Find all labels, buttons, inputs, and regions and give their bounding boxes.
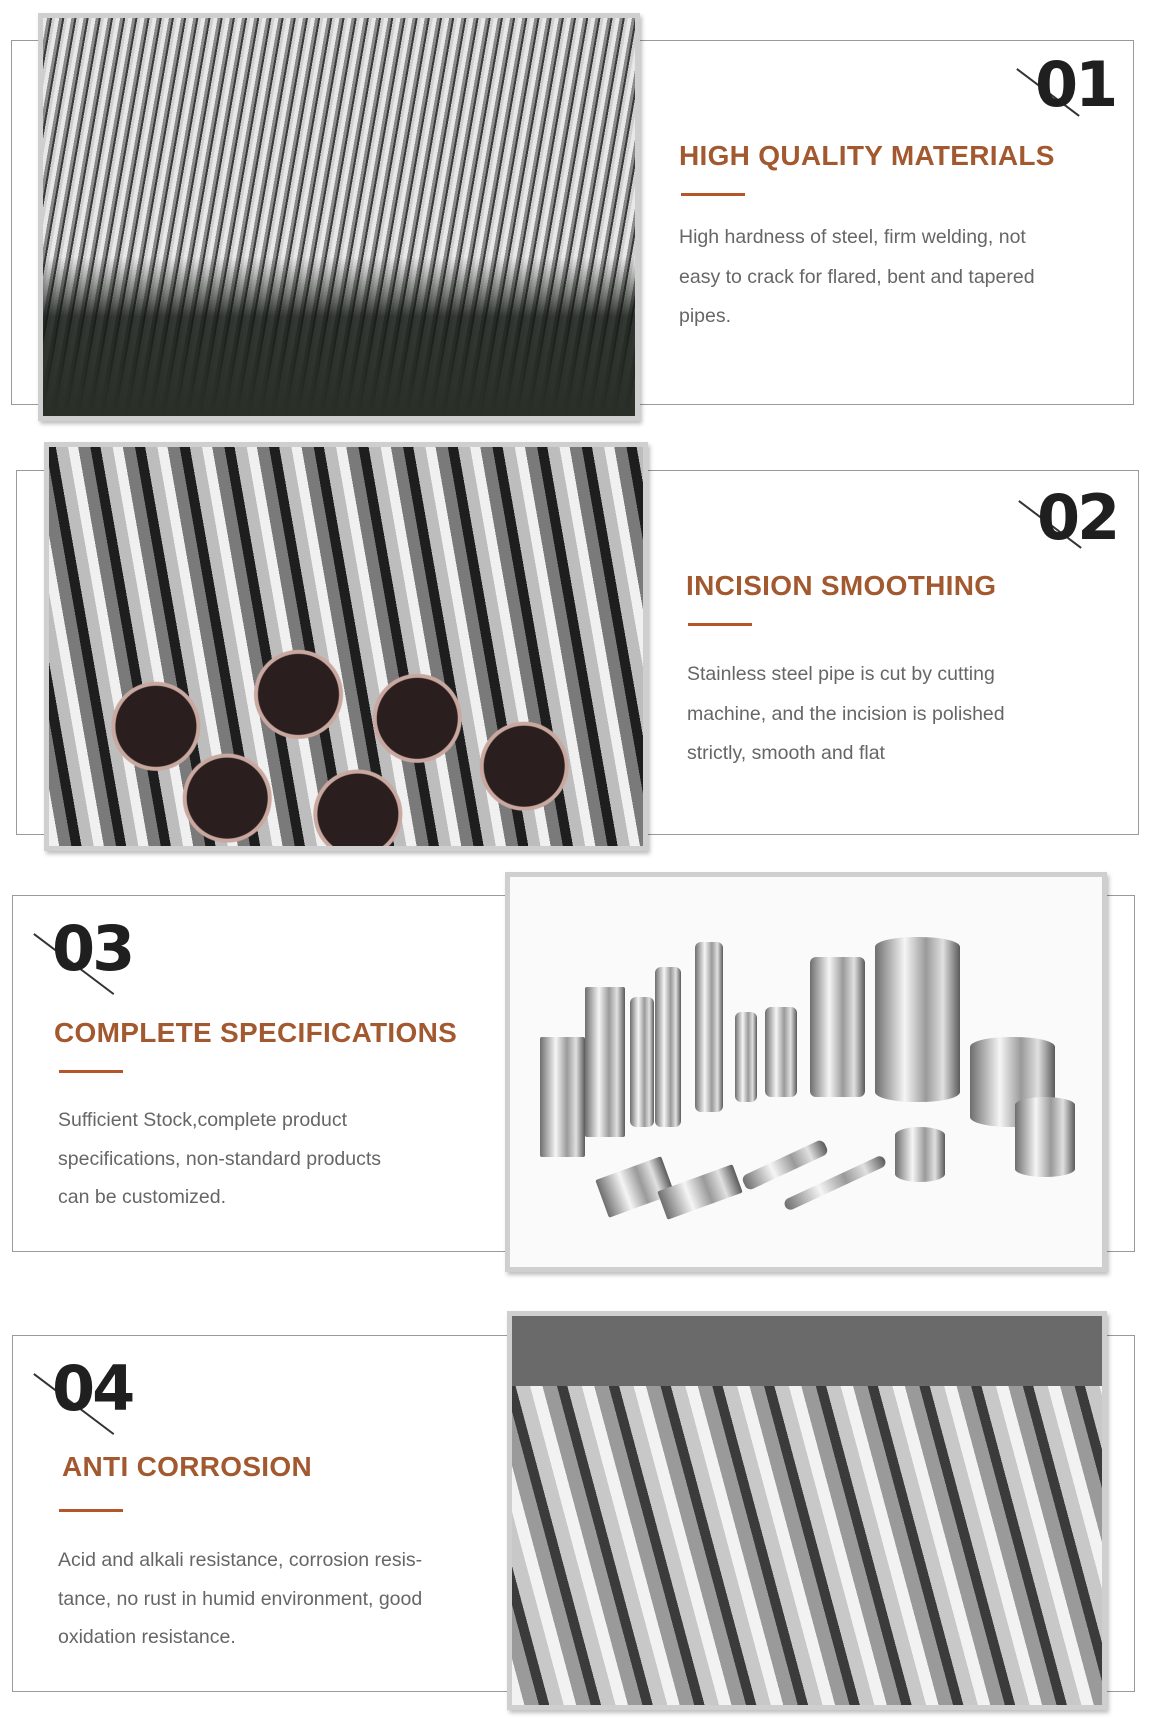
description-line: Stainless steel pipe is cut by cutting bbox=[687, 663, 995, 685]
assorted-pipes-photo bbox=[505, 872, 1107, 1272]
title-underline bbox=[59, 1070, 123, 1073]
description-line: specifications, non-standard products bbox=[58, 1147, 382, 1170]
description-line: can be customized. bbox=[58, 1186, 227, 1208]
feature-number: 02 bbox=[1037, 481, 1118, 554]
feature-description bbox=[687, 655, 1005, 774]
feature-description bbox=[58, 1101, 381, 1217]
description-line: easy to crack for flared, bent and tapered bbox=[679, 265, 1035, 288]
feature-number: 03 bbox=[52, 912, 133, 985]
description-line: Sufficient Stock,complete product bbox=[58, 1109, 348, 1131]
description-line: tance, no rust in humid environment, good bbox=[58, 1587, 423, 1610]
description-line: pipes. bbox=[679, 305, 732, 327]
feature-description bbox=[58, 1541, 422, 1657]
feature-description bbox=[679, 218, 1035, 337]
description-line: strictly, smooth and flat bbox=[687, 742, 885, 764]
title-underline bbox=[681, 193, 745, 196]
pipe-ends-photo bbox=[44, 442, 648, 851]
feature-number: 04 bbox=[52, 1352, 133, 1425]
warehouse-pipes-photo bbox=[507, 1311, 1107, 1710]
description-line: machine, and the incision is polished bbox=[687, 702, 1005, 725]
description-line: Acid and alkali resistance, corrosion resis- bbox=[58, 1549, 423, 1571]
description-line: oxidation resistance. bbox=[58, 1626, 236, 1648]
title-underline bbox=[688, 623, 752, 626]
feature-title: COMPLETE SPECIFICATIONS bbox=[54, 1017, 458, 1048]
title-underline bbox=[59, 1509, 123, 1512]
description-line: High hardness of steel, firm welding, not bbox=[679, 226, 1026, 248]
feature-title: ANTI CORROSION bbox=[62, 1451, 312, 1482]
feature-title: INCISION SMOOTHING bbox=[686, 570, 997, 601]
feature-number: 01 bbox=[1035, 48, 1116, 121]
steel-bars-photo bbox=[38, 13, 640, 421]
feature-title: HIGH QUALITY MATERIALS bbox=[679, 140, 1055, 171]
